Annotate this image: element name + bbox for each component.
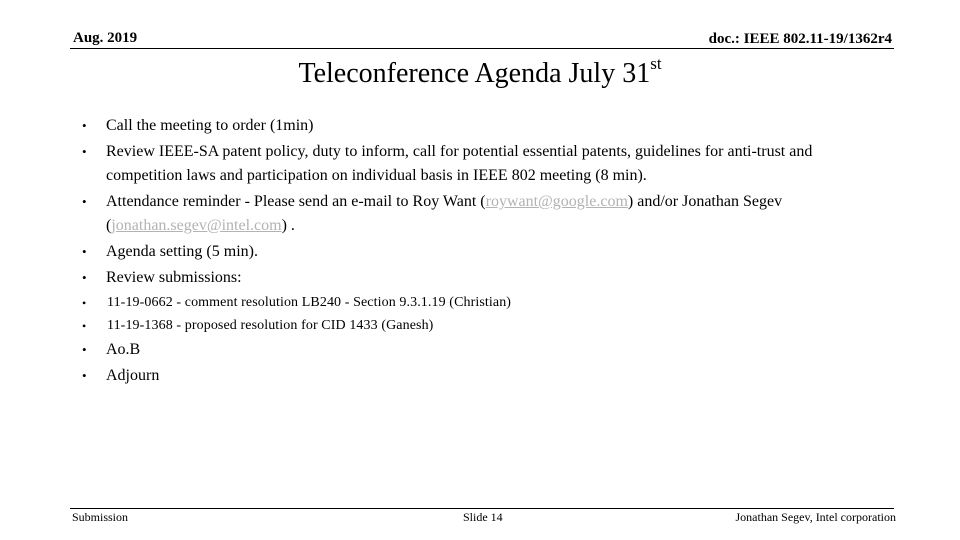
submission-text: 11-19-1368 - proposed resolution for CID 1433 (Ganesh) xyxy=(107,318,434,333)
header-divider xyxy=(70,48,894,49)
agenda-item-adjourn xyxy=(82,364,892,388)
submission-item-1368 xyxy=(82,315,892,337)
title-superscript: st xyxy=(650,53,662,73)
submission-item-0662 xyxy=(82,292,892,314)
footer-slide-number: Slide 14 xyxy=(463,510,503,524)
agenda-item-review-submissions xyxy=(82,266,892,290)
footer-submission: Submission xyxy=(72,510,129,524)
bullet-icon: • xyxy=(82,319,87,333)
footer-author: Jonathan Segev, Intel corporation xyxy=(735,510,896,524)
footer-divider xyxy=(70,508,894,509)
agenda-item-text: Agenda setting (5 min). xyxy=(106,243,258,260)
agenda-item-text: Review submissions: xyxy=(106,269,242,286)
bullet-icon: • xyxy=(82,270,87,285)
submission-list xyxy=(82,292,892,337)
header-date: Aug. 2019 xyxy=(73,30,138,46)
title-text: Teleconference Agenda July 31 xyxy=(298,58,651,89)
slide-title xyxy=(0,53,960,90)
bullet-icon: • xyxy=(82,118,87,133)
bullet-icon: • xyxy=(82,194,87,209)
email-link-jonathan-segev[interactable]: jonathan.segev@intel.com xyxy=(111,217,282,234)
agenda-item-aob xyxy=(82,338,892,362)
agenda-item-text: Adjourn xyxy=(106,367,160,384)
agenda-item-text: ) . xyxy=(281,217,295,234)
agenda-item-agenda-setting xyxy=(82,240,892,264)
agenda-item-text: Review IEEE-SA patent policy, duty to inform, call for potential essential patents, guidelines for anti-trust and competition laws and participation on individual basis in IEEE 802 meeting (8 min). xyxy=(106,143,813,184)
submission-text: 11-19-0662 - comment resolution LB240 - Section 9.3.1.19 (Christian) xyxy=(107,295,512,310)
bullet-icon: • xyxy=(82,144,87,159)
agenda-item-attendance xyxy=(82,190,892,238)
agenda-item-patent-policy xyxy=(82,140,892,188)
bullet-icon: • xyxy=(82,244,87,259)
header-doc-number: doc.: IEEE 802.11-19/1362r4 xyxy=(708,31,892,47)
bullet-icon: • xyxy=(82,368,87,383)
agenda-list xyxy=(82,114,892,390)
agenda-item-text: Call the meeting to order (1min) xyxy=(106,117,314,134)
bullet-icon: • xyxy=(82,296,87,310)
bullet-icon: • xyxy=(82,342,87,357)
agenda-item-text: Attendance reminder - Please send an e-mail to Roy Want ( xyxy=(106,193,486,210)
agenda-item-text: Ao.B xyxy=(106,341,141,358)
agenda-item-call-to-order xyxy=(82,114,892,138)
agenda-item-text: ) and/or Jonathan Segev ( xyxy=(106,193,783,234)
email-link-roy-want[interactable]: roywant@google.com xyxy=(485,193,628,210)
